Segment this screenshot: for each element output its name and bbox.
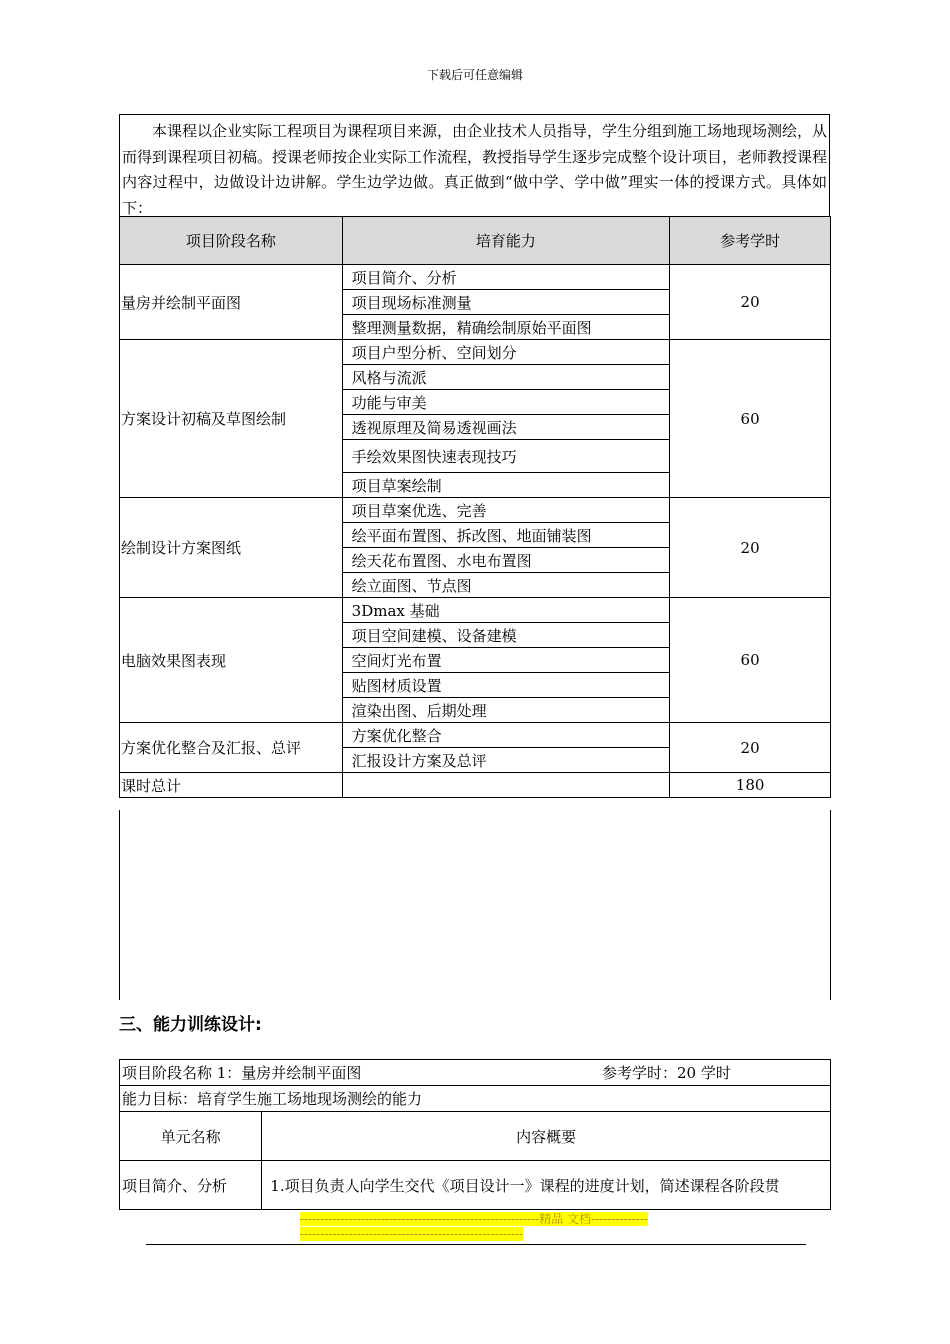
- skill-item: 项目现场标准测量: [342, 290, 670, 315]
- header-hours: 参考学时: [670, 217, 831, 265]
- skill-item: 汇报设计方案及总评: [342, 748, 670, 773]
- skill-item: 绘立面图、节点图: [342, 573, 670, 598]
- stage-name: 方案设计初稿及草图绘制: [120, 340, 343, 498]
- skill-item: 贴图材质设置: [342, 673, 670, 698]
- schedule-row: [120, 723, 831, 748]
- schedule-row: [120, 265, 831, 290]
- training-goal: 能力目标：培育学生施工场地现场测绘的能力: [120, 1086, 831, 1112]
- empty-area: [119, 810, 831, 1000]
- total-label: 课时总计: [120, 773, 343, 798]
- training-stage-label: 项目阶段名称 1：量房并绘制平面图: [122, 1064, 362, 1082]
- training-stage-row: [120, 1060, 831, 1086]
- header-stage: 项目阶段名称: [120, 217, 343, 265]
- skill-item: 项目空间建模、设备建模: [342, 623, 670, 648]
- skill-item: 项目草案绘制: [342, 473, 670, 498]
- skill-item: 方案优化整合: [342, 723, 670, 748]
- intro-paragraph: 本课程以企业实际工程项目为课程项目来源，由企业技术人员指导，学生分组到施工场地现场测绘，从而得到课程项目初稿。授课老师按企业实际工作流程，教授指导学生逐步完成整个设计项目，老师教授课程内容过程中，边做设计边讲解。学生边学边做。真正做到“做中学、学中做”理实一体的授课方式。具体如下：: [119, 114, 830, 216]
- footer-watermark: [300, 1212, 650, 1242]
- skill-item: 透视原理及简易透视画法: [342, 415, 670, 440]
- footer-divider: [146, 1244, 806, 1245]
- header-skill: 培育能力: [342, 217, 670, 265]
- skill-item: 空间灯光布置: [342, 648, 670, 673]
- stage-name: 电脑效果图表现: [120, 598, 343, 723]
- skill-item: 绘平面布置图、拆改图、地面铺装图: [342, 523, 670, 548]
- skill-item: 功能与审美: [342, 390, 670, 415]
- schedule-header-row: [120, 217, 831, 265]
- training-goal-row: [120, 1086, 831, 1112]
- row-content: 1.项目负责人向学生交代《项目设计一》课程的进度计划，简述课程各阶段贯: [262, 1161, 831, 1210]
- footer-text: -----------------------------------------------------------精品 文档---------------------------------------------------------------------: [300, 1212, 648, 1241]
- col-unit: 单元名称: [120, 1112, 262, 1161]
- row-unit: 项目简介、分析: [120, 1161, 262, 1210]
- skill-item: 绘天花布置图、水电布置图: [342, 548, 670, 573]
- skill-item: 项目户型分析、空间划分: [342, 340, 670, 365]
- stage-hours: 60: [670, 598, 831, 723]
- schedule-row: [120, 340, 831, 365]
- total-row: [120, 773, 831, 798]
- skill-item: 风格与流派: [342, 365, 670, 390]
- training-header-row: [120, 1112, 831, 1161]
- header-note: 下载后可任意编辑: [426, 68, 523, 82]
- schedule-table: [119, 216, 831, 798]
- stage-name: 绘制设计方案图纸: [120, 498, 343, 598]
- skill-item: 项目草案优选、完善: [342, 498, 670, 523]
- stage-hours: 20: [670, 498, 831, 598]
- total-hours: 180: [670, 773, 831, 798]
- section-title: 三、能力训练设计:: [119, 1015, 262, 1035]
- skill-item: 整理测量数据，精确绘制原始平面图: [342, 315, 670, 340]
- stage-hours: 20: [670, 723, 831, 773]
- skill-item: 手绘效果图快速表现技巧: [342, 440, 670, 473]
- training-hours-label: 参考学时：20 学时: [602, 1064, 731, 1082]
- stage-hours: 60: [670, 340, 831, 498]
- col-content: 内容概要: [262, 1112, 831, 1161]
- skill-item: 3Dmax 基础: [342, 598, 670, 623]
- stage-name: 方案优化整合及汇报、总评: [120, 723, 343, 773]
- training-table: [119, 1059, 831, 1210]
- schedule-row: [120, 598, 831, 623]
- schedule-body: [120, 265, 831, 798]
- training-row: [120, 1161, 831, 1210]
- skill-item: 渲染出图、后期处理: [342, 698, 670, 723]
- skill-item: 项目简介、分析: [342, 265, 670, 290]
- stage-name: 量房并绘制平面图: [120, 265, 343, 340]
- schedule-row: [120, 498, 831, 523]
- total-skill-empty: [342, 773, 670, 798]
- stage-hours: 20: [670, 265, 831, 340]
